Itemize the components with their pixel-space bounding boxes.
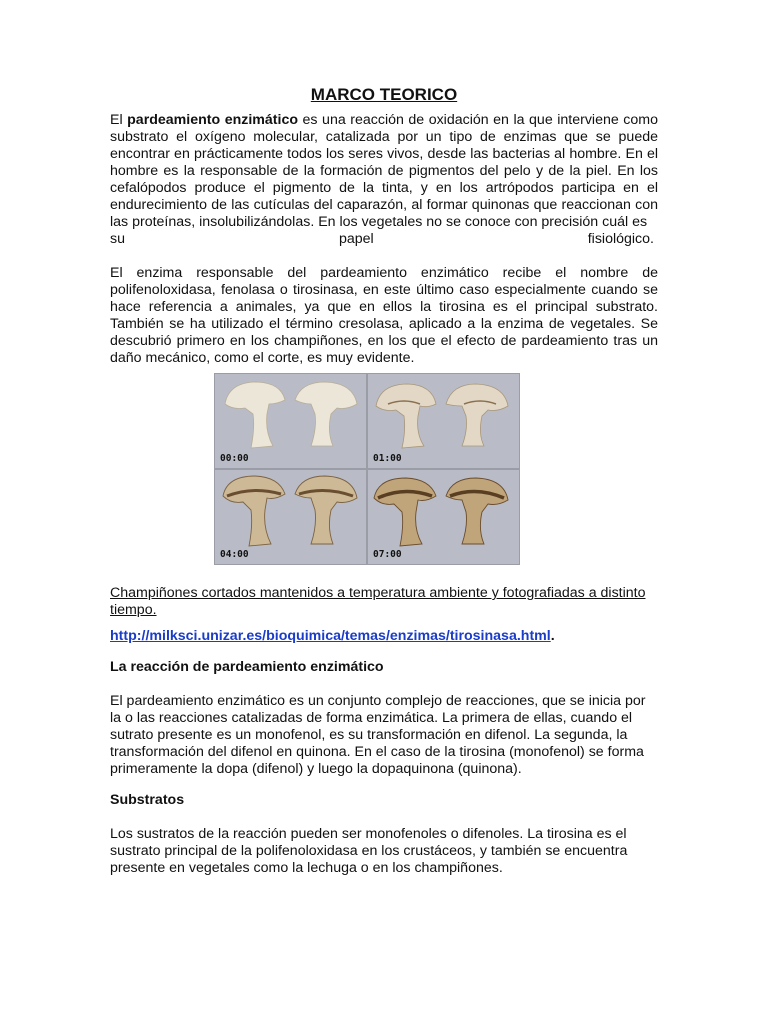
mushroom-photo-grid — [214, 373, 520, 565]
intro-last-word-1: su — [110, 231, 125, 247]
timestamp-label: 00:00 — [220, 453, 249, 464]
intro-paragraph — [110, 112, 658, 231]
photo-panel-7h — [368, 470, 519, 564]
figure-caption: Champiñones cortados mantenidos a temperatura ambiente y fotografiadas a distinto tiempo. — [110, 585, 646, 618]
section-heading-substrates: Substratos — [110, 792, 185, 808]
page-title: MARCO TEORICO — [310, 85, 458, 104]
enzyme-paragraph: El enzima responsable del pardeamiento enzimático recibe el nombre de polifenoloxidasa, fenolasa o tirosinasa, en este último caso especialmente cuando se hace referencia a animales, ya que en ellos la tirosina es el principal substrato. También se ha utilizado el término cresolasa, aplicado a la enzima de vegetales. Se descubrió primero en los champiñones, en los que el efecto de pardeamiento tras un daño mecánico, como el corte, es muy evidente. — [110, 265, 658, 366]
photo-panel-0h — [215, 374, 366, 468]
timestamp-label: 04:00 — [220, 549, 249, 560]
source-link[interactable]: http://milksci.unizar.es/bioquimica/temas/enzimas/tirosinasa.html — [110, 628, 551, 644]
photo-panel-4h — [215, 470, 366, 564]
intro-lead-prefix: El — [110, 112, 128, 128]
intro-last-word-2: papel — [339, 231, 374, 247]
intro-lead-text: es una reacción de oxidación en la que interviene como substrato el oxígeno molecular, catalizada por un tipo de enzimas que se puede encontrar en prácticamente todos los seres vivos, desde las bacterias al hombre. En el hombre es la responsable de la formación de pigmentos del pelo y de la piel. En los cefalópodos produce el pigmento de la tinta, y en los artrópodos participa en el endurecimiento de las cutículas del caparazón, al formar quinonas que reaccionan con las proteínas, insolubilizándolas. En los vegetales no se conoce con precisión cuál es — [110, 112, 658, 230]
intro-lead-term: pardeamiento enzimático — [127, 112, 299, 128]
timestamp-label: 07:00 — [373, 549, 402, 560]
document-page — [110, 84, 658, 877]
source-link-line — [110, 628, 658, 645]
intro-last-line — [110, 231, 658, 248]
source-link-suffix: . — [550, 628, 555, 644]
section-heading-reaction: La reacción de pardeamiento enzimático — [110, 659, 384, 675]
photo-panel-1h — [368, 374, 519, 468]
substrates-paragraph: Los sustratos de la reacción pueden ser monofenoles o difenoles. La tirosina es el sustrato principal de la polifenoloxidasa en los crustáceos, y también se encuentra presente en vegetales como la lechuga o en los champiñones. — [110, 826, 628, 876]
timestamp-label: 01:00 — [373, 453, 402, 464]
reaction-paragraph: El pardeamiento enzimático es un conjunto complejo de reacciones, que se inicia por la o las reacciones catalizadas de forma enzimática. La primera de ellas, cuando el sutrato presente es un monofenol, es su transformación en difenol. La segunda, la transformación del difenol en quinona. En el caso de la tirosina (monofenol) se forma primeramente la dopa (difenol) y luego la dopaquinona (quinona). — [110, 693, 646, 777]
intro-last-word-3: fisiológico. — [587, 231, 654, 247]
